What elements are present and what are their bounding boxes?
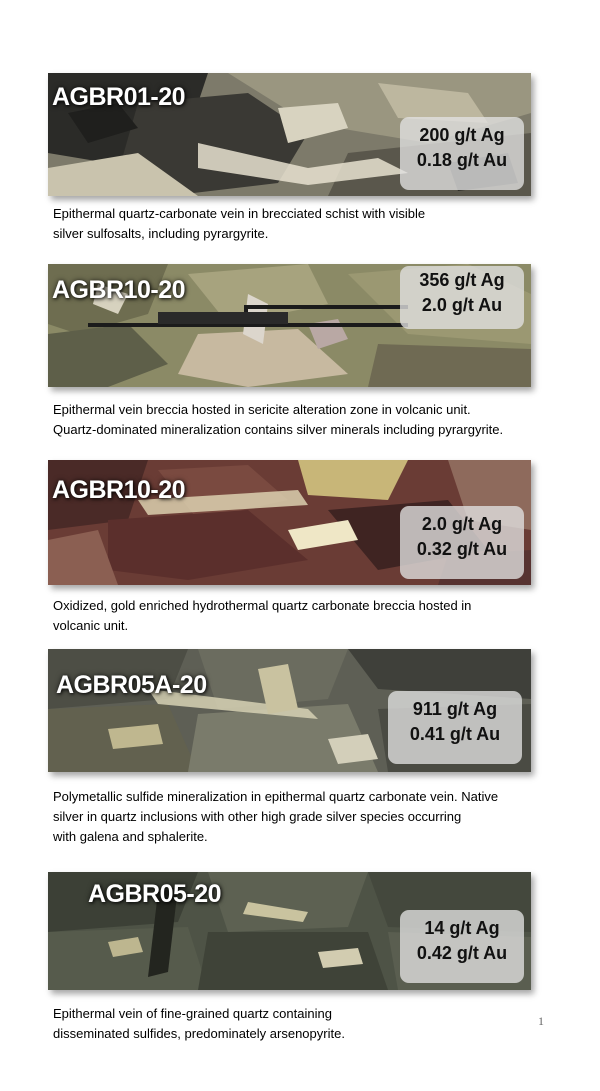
- assay-box: [400, 117, 524, 190]
- rock-core-photo: [48, 872, 531, 990]
- assay-gold: 0.32 g/t Au: [416, 539, 508, 559]
- assay-gold: 0.41 g/t Au: [409, 724, 501, 744]
- assay-silver: 2.0 g/t Ag: [421, 514, 503, 534]
- rock-core-photo: [48, 264, 531, 387]
- assay-box: [388, 691, 522, 764]
- rock-core-photo: [48, 73, 531, 196]
- sample-label: AGBR10-20: [52, 476, 186, 504]
- sample-caption: Epithermal vein of fine-grained quartz containing disseminated sulfides, predominately arsenopyrite.: [53, 1006, 345, 1041]
- assay-silver: 200 g/t Ag: [419, 125, 505, 145]
- sample-caption: Epithermal quartz-carbonate vein in brecciated schist with visible silver sulfosalts, including pyrargyrite.: [53, 206, 426, 241]
- assay-gold: 0.18 g/t Au: [416, 150, 508, 170]
- page-number: 1: [538, 1014, 544, 1028]
- sample-caption: Polymetallic sulfide mineralization in epithermal quartz carbonate vein. Native silver in quartz inclusions with other high grade silver species occurring with galena and sphalerite.: [53, 789, 499, 844]
- assay-box: [400, 910, 524, 983]
- sample-label: AGBR01-20: [52, 83, 186, 111]
- assay-silver: 14 g/t Ag: [424, 918, 500, 938]
- assay-silver: 911 g/t Ag: [412, 699, 498, 719]
- assay-gold: 2.0 g/t Au: [421, 295, 503, 315]
- sample-label: AGBR05-20: [88, 880, 222, 908]
- assay-box: [400, 266, 524, 329]
- assay-silver: 356 g/t Ag: [419, 270, 505, 290]
- sample-caption: Oxidized, gold enriched hydrothermal quartz carbonate breccia hosted in volcanic unit.: [53, 598, 472, 633]
- assay-gold: 0.42 g/t Au: [416, 943, 508, 963]
- sample-label: AGBR05A-20: [56, 671, 207, 699]
- rock-core-photo: [48, 649, 531, 772]
- assay-box: [400, 506, 524, 579]
- sample-label: AGBR10-20: [52, 276, 186, 304]
- sample-caption: Epithermal vein breccia hosted in sericite alteration zone in volcanic unit. Quartz-dominated mineralization contains silver minerals including pyrargyrite.: [53, 402, 504, 437]
- rock-core-photo: [48, 460, 531, 585]
